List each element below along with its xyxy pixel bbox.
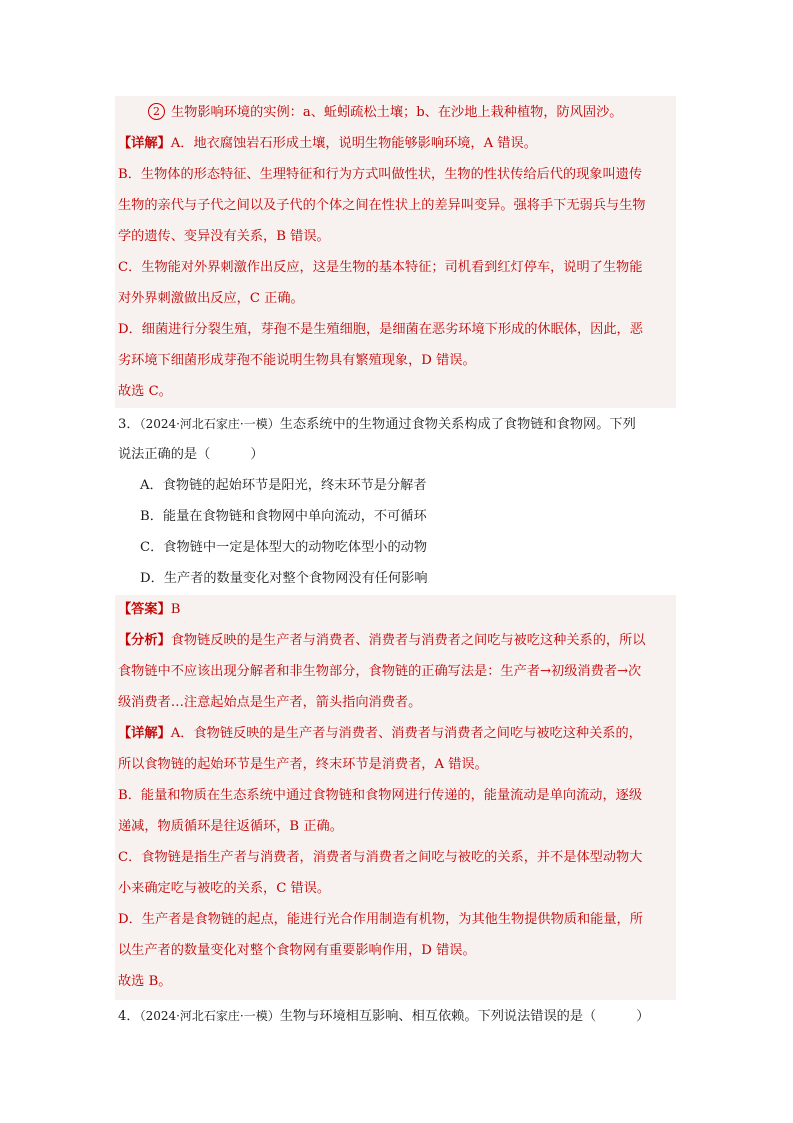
option-b: B．能量在食物链和食物网中单向流动，不可循环 xyxy=(140,509,427,524)
detail-line-a: 【详解】A．地衣腐蚀岩石形成土壤，说明生物能够影响环境，A 错误。 xyxy=(118,136,537,151)
detail2-line-c1: C．食物链是指生产者与消费者，消费者与消费者之间吃与被吃的关系，并不是体型动物大 xyxy=(118,850,643,865)
answer-value: B xyxy=(170,602,181,617)
analysis-tag: 【分析】 xyxy=(118,633,171,648)
question-3-stem-cont: 说法正确的是（ ） xyxy=(118,447,264,462)
question-4-stem: 4．（2024·河北石家庄·一模）生物与环境相互影响、相互依赖。下列说法错误的是（ ） xyxy=(118,1009,650,1024)
detail-tag: 【详解】 xyxy=(118,136,171,151)
choose-line-1: 故选 C。 xyxy=(118,384,172,399)
detail-tag-2: 【详解】 xyxy=(118,726,171,741)
circled-number: 2 xyxy=(148,103,165,120)
question-number: 3． xyxy=(118,417,140,432)
detail-line-b2: 生物的亲代与子代之间以及子代的个体之间在性状上的差异叫变异。强将手下无弱兵与生物 xyxy=(118,198,646,213)
detail-line-b3: 学的遗传、变异没有关系，B 错误。 xyxy=(118,229,330,244)
detail2-line-a1: 【详解】A．食物链反映的是生产者与消费者、消费者与消费者之间吃与被吃这种关系的， xyxy=(118,726,642,741)
option-c: C．食物链中一定是体型大的动物吃体型小的动物 xyxy=(140,540,428,555)
question-3-stem: 3．（2024·河北石家庄·一模）生态系统中的生物通过食物关系构成了食物链和食物网。下列 xyxy=(118,417,636,432)
question-source-4: （2024·河北石家庄·一模） xyxy=(139,1009,280,1023)
analysis-line-2: 食物链中不应该出现分解者和非生物部分，食物链的正确写法是：生产者→初级消费者→次 xyxy=(118,664,642,679)
detail-line-c2: 对外界刺激做出反应，C 正确。 xyxy=(118,291,304,306)
detail-line-c1: C．生物能对外界刺激作出反应，这是生物的基本特征；司机看到红灯停车，说明了生物能 xyxy=(118,260,643,275)
analysis-line-3: 级消费者…注意起始点是生产者，箭头指向消费者。 xyxy=(118,695,422,710)
option-a: A．食物链的起始环节是阳光，终末环节是分解者 xyxy=(140,478,427,493)
option-d: D．生产者的数量变化对整个食物网没有任何影响 xyxy=(140,571,428,586)
choose-line-2: 故选 B。 xyxy=(118,974,172,989)
answer-line xyxy=(118,600,180,620)
question-source: （2024·河北石家庄·一模） xyxy=(139,417,280,431)
analysis-line-1: 【分析】食物链反映的是生产者与消费者、消费者与消费者之间吃与被吃这种关系的，所以 xyxy=(118,633,646,648)
detail2-line-d2: 以生产者的数量变化对整个食物网有重要影响作用，D 错误。 xyxy=(118,943,476,958)
detail2-line-c2: 小来确定吃与被吃的关系，C 错误。 xyxy=(118,881,331,896)
detail-line-d1: D．细菌进行分裂生殖，芽孢不是生殖细胞，是细菌在恶劣环境下形成的休眠体，因此，恶 xyxy=(118,322,643,337)
detail2-line-b2: 递减，物质循环是往返循环，B 正确。 xyxy=(118,819,343,834)
detail-line-d2: 劣环境下细菌形成芽孢不能说明生物具有繁殖现象，D 错误。 xyxy=(118,353,476,368)
answer-tag: 【答案】 xyxy=(118,602,171,617)
detail2-line-d1: D．生产者是食物链的起点，能进行光合作用制造有机物，为其他生物提供物质和能量，所 xyxy=(118,912,643,927)
detail2-line-a2: 所以食物链的起始环节是生产者，终末环节是消费者，A 错误。 xyxy=(118,757,488,772)
detail2-line-b1: B．能量和物质在生态系统中通过食物链和食物网进行传递的，能量流动是单向流动，逐级 xyxy=(118,788,642,803)
example-line: 2 生物影响环境的实例：a、蚯蚓疏松土壤；b、在沙地上栽种植物，防风固沙。 xyxy=(148,103,623,123)
detail-line-b1: B．生物体的形态特征、生理特征和行为方式叫做性状，生物的性状传给后代的现象叫遗传 xyxy=(118,167,642,182)
question-number-4: 4． xyxy=(118,1009,140,1024)
